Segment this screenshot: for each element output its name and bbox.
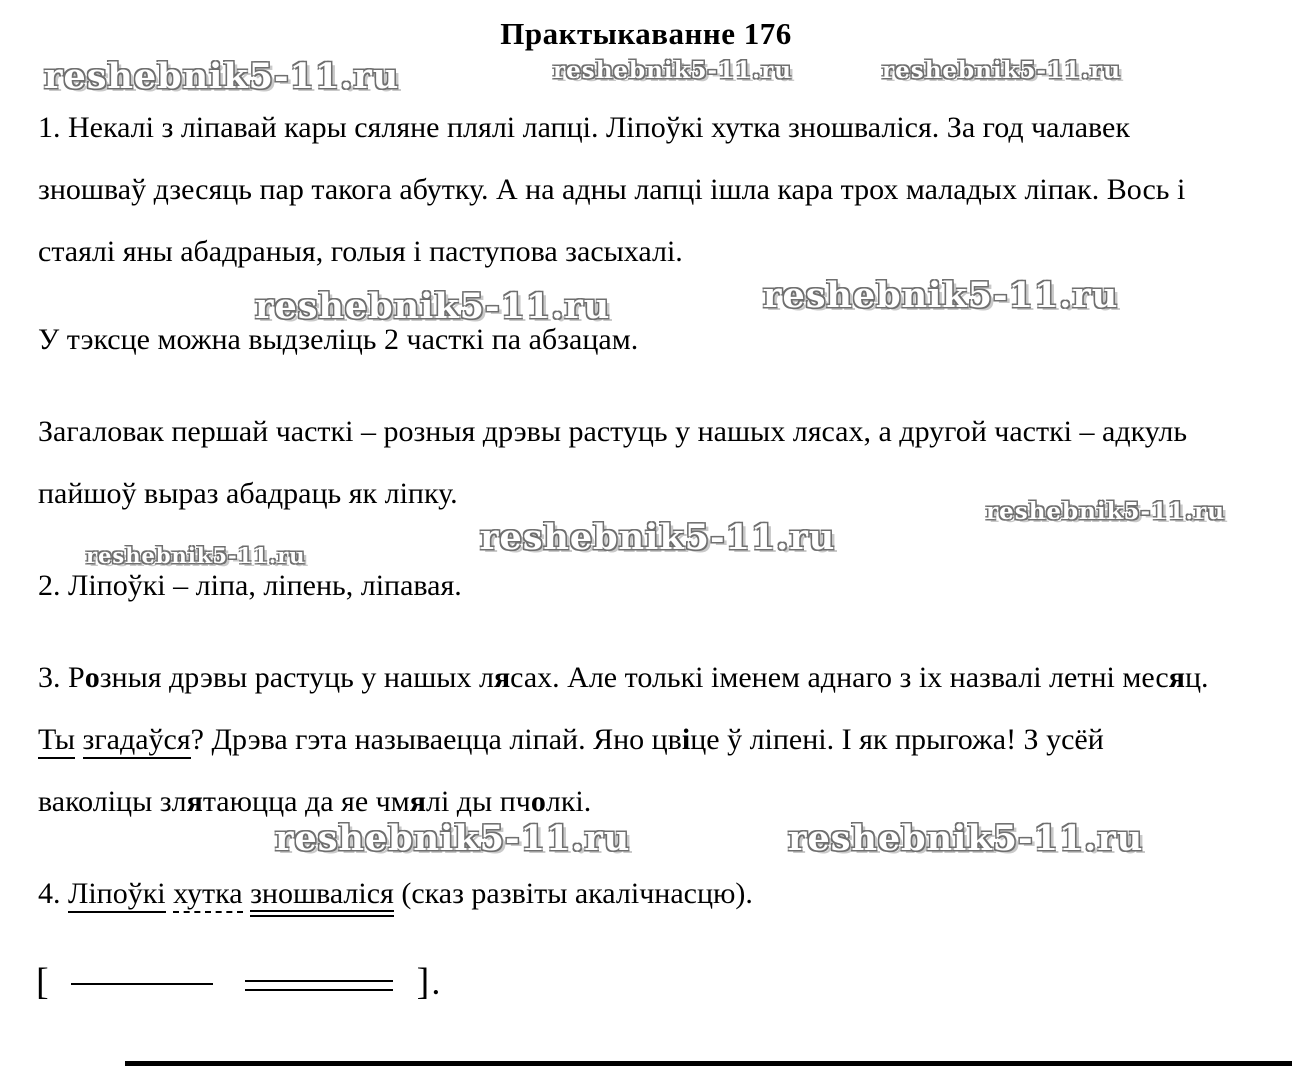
text-segment: 3. Р bbox=[38, 661, 85, 694]
watermark: reshebnik5-11.ru bbox=[480, 517, 836, 558]
text-segment: таюцца да яе чм bbox=[202, 785, 410, 818]
scheme-predicate-line bbox=[245, 980, 393, 991]
text-segment bbox=[75, 723, 83, 756]
text-segment: (сказ развіты акалічнасцю). bbox=[393, 877, 753, 910]
scheme-open-bracket: [ bbox=[36, 961, 49, 1003]
watermark: reshebnik5-11.ru bbox=[788, 818, 1144, 859]
page-title: Практыкаванне 176 bbox=[500, 16, 792, 51]
answer-3-text bbox=[38, 647, 1210, 833]
text-segment bbox=[243, 877, 251, 910]
text-segment: лкі. bbox=[545, 785, 592, 818]
text-segment: ц. bbox=[1184, 661, 1209, 694]
watermark: reshebnik5-11.ru bbox=[763, 275, 1119, 316]
stressed-letter: я bbox=[409, 785, 426, 818]
answer-4-text bbox=[38, 863, 1210, 925]
answer-1-text bbox=[38, 97, 1210, 283]
watermark: reshebnik5-11.ru bbox=[255, 286, 611, 327]
stressed-letter: о bbox=[530, 785, 546, 818]
answer-2-text bbox=[38, 555, 1210, 617]
watermark: reshebnik5-11.ru bbox=[275, 818, 631, 859]
text-segment: це ў ліпені. І як прыгожа! З усёй ваколіцы зл bbox=[38, 723, 1104, 818]
text-segment: зныя дрэвы растуць у нашых л bbox=[99, 661, 494, 694]
text-segment: 1. Некалі з ліпавай кары сяляне плялі лапці. Ліпоўкі хутка зношваліся. За год чалавек зношваў дзесяць пар такога абутку. А на адны лапці ішла кара трох маладых ліпак. Вось і стаялі яны абадраныя, голыя і паступова засыхалі. bbox=[38, 111, 1186, 268]
scheme-close-bracket: ] bbox=[416, 961, 430, 1003]
scheme-period: . bbox=[431, 962, 441, 1002]
stressed-letter: і bbox=[681, 723, 691, 756]
watermark: reshebnik5-11.ru bbox=[882, 57, 1121, 84]
underlined-word: згадаўся bbox=[83, 723, 191, 759]
answer-1-note bbox=[38, 309, 1210, 371]
text-segment: сах. Але толькі іменем аднаго з іх назвалі летні мес bbox=[510, 661, 1169, 694]
scan-edge-artifact bbox=[125, 1061, 1292, 1066]
text-segment: Загаловак першай часткі – розныя дрэвы растуць у нашых лясах, а другой часткі – адкуль пайшоў выраз абадраць як ліпку. bbox=[38, 415, 1188, 510]
text-segment: У тэксце можна выдзеліць 2 часткі па абзацам. bbox=[38, 323, 639, 356]
stressed-letter: я bbox=[493, 661, 511, 694]
sentence-scheme bbox=[36, 962, 440, 1002]
answer-1-titles bbox=[38, 401, 1210, 525]
stressed-letter: я bbox=[1168, 661, 1185, 694]
text-segment: 2. Ліпоўкі – ліпа, ліпень, ліпавая. bbox=[38, 569, 462, 602]
text-segment: ? Дрэва гэта называецца ліпай. Яно цв bbox=[190, 723, 682, 756]
underlined-word: хутка bbox=[173, 877, 242, 913]
scheme-subject-line bbox=[71, 983, 213, 985]
watermark: reshebnik5-11.ru bbox=[86, 543, 306, 568]
watermark: reshebnik5-11.ru bbox=[986, 498, 1225, 525]
watermark: reshebnik5-11.ru bbox=[44, 56, 400, 97]
text-segment: 4. bbox=[38, 877, 68, 910]
underlined-word: Ліпоўкі bbox=[68, 877, 166, 913]
underlined-word: зношваліся bbox=[250, 877, 394, 917]
watermark: reshebnik5-11.ru bbox=[553, 57, 792, 84]
stressed-letter: я bbox=[186, 785, 203, 818]
stressed-letter: о bbox=[84, 661, 100, 694]
underlined-word: Ты bbox=[38, 723, 75, 759]
text-segment: лі ды пч bbox=[425, 785, 531, 818]
